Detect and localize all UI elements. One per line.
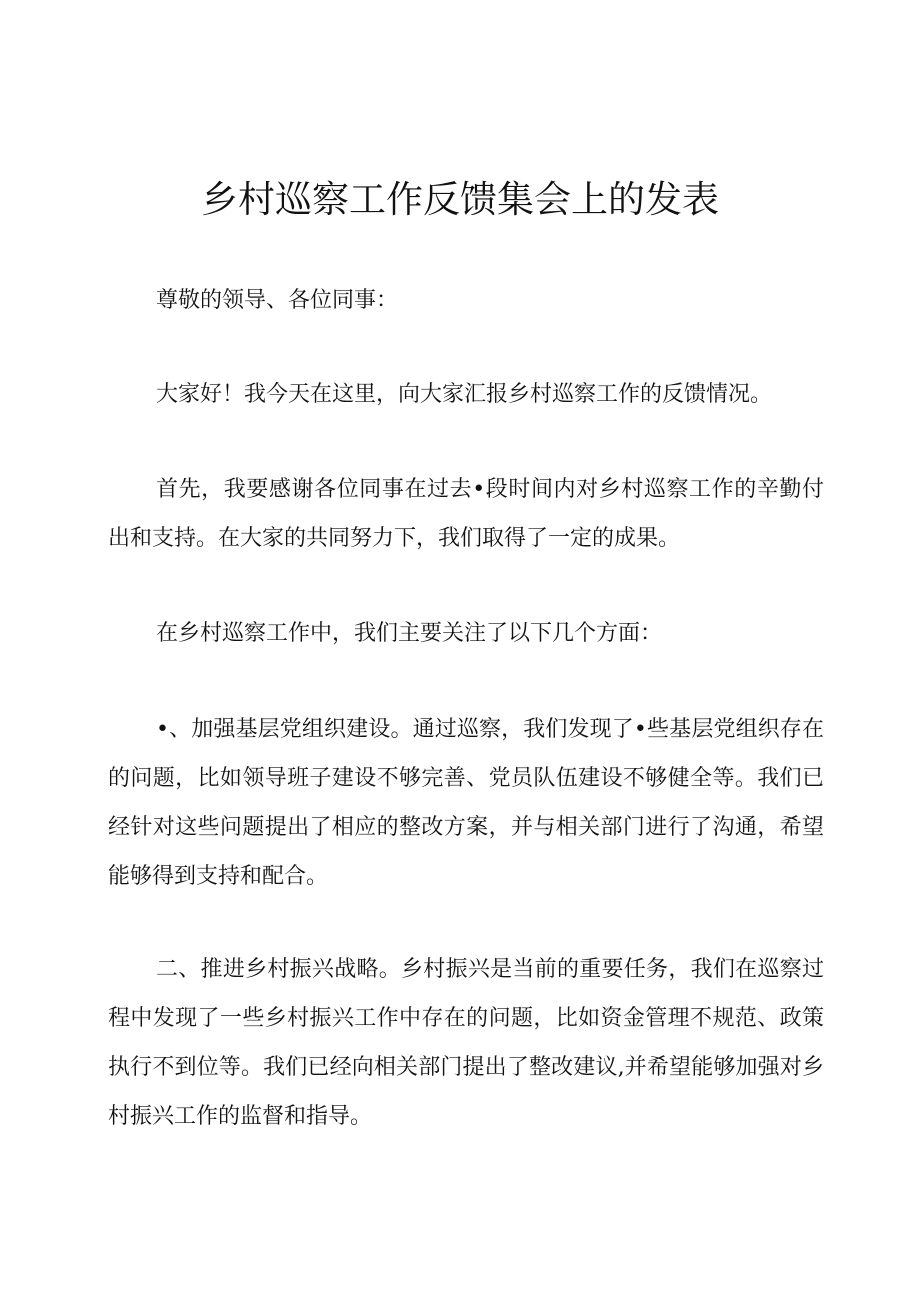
thanks-paragraph: 首先，我要感谢各位同事在过去•段时间内对乡村巡察工作的辛勤付出和支持。在大家的共同努力下，我们取得了一定的成果。 [108,477,824,551]
salutation-paragraph: 尊敬的领导、各位同事： [156,288,399,313]
focus-intro-paragraph: 在乡村巡察工作中，我们主要关注了以下几个方面： [156,621,663,646]
document-title: 乡村巡察工作反馈集会上的发表 [201,178,719,221]
greeting-paragraph: 大家好！我今天在这里，向大家汇报乡村巡察工作的反馈情况。 [156,382,773,407]
point-one-paragraph: •、加强基层党组织建设。通过巡察，我们发现了•些基层党组织存在的问题，比如领导班子建设不够完善、党员队伍建设不够健全等。我们已经针对这些问题提出了相应的整改方案，并与相关部门进行了沟通，希望能够得到支持和配合。 [108,717,824,889]
point-two-paragraph: 二、推进乡村振兴战略。乡村振兴是当前的重要任务，我们在巡察过程中发现了一些乡村振兴工作中存在的问题，比如资金管理不规范、政策执行不到位等。我们已经向相关部门提出了整改建议,并希望能够加强对乡村振兴工作的监督和指导。 [108,957,824,1129]
